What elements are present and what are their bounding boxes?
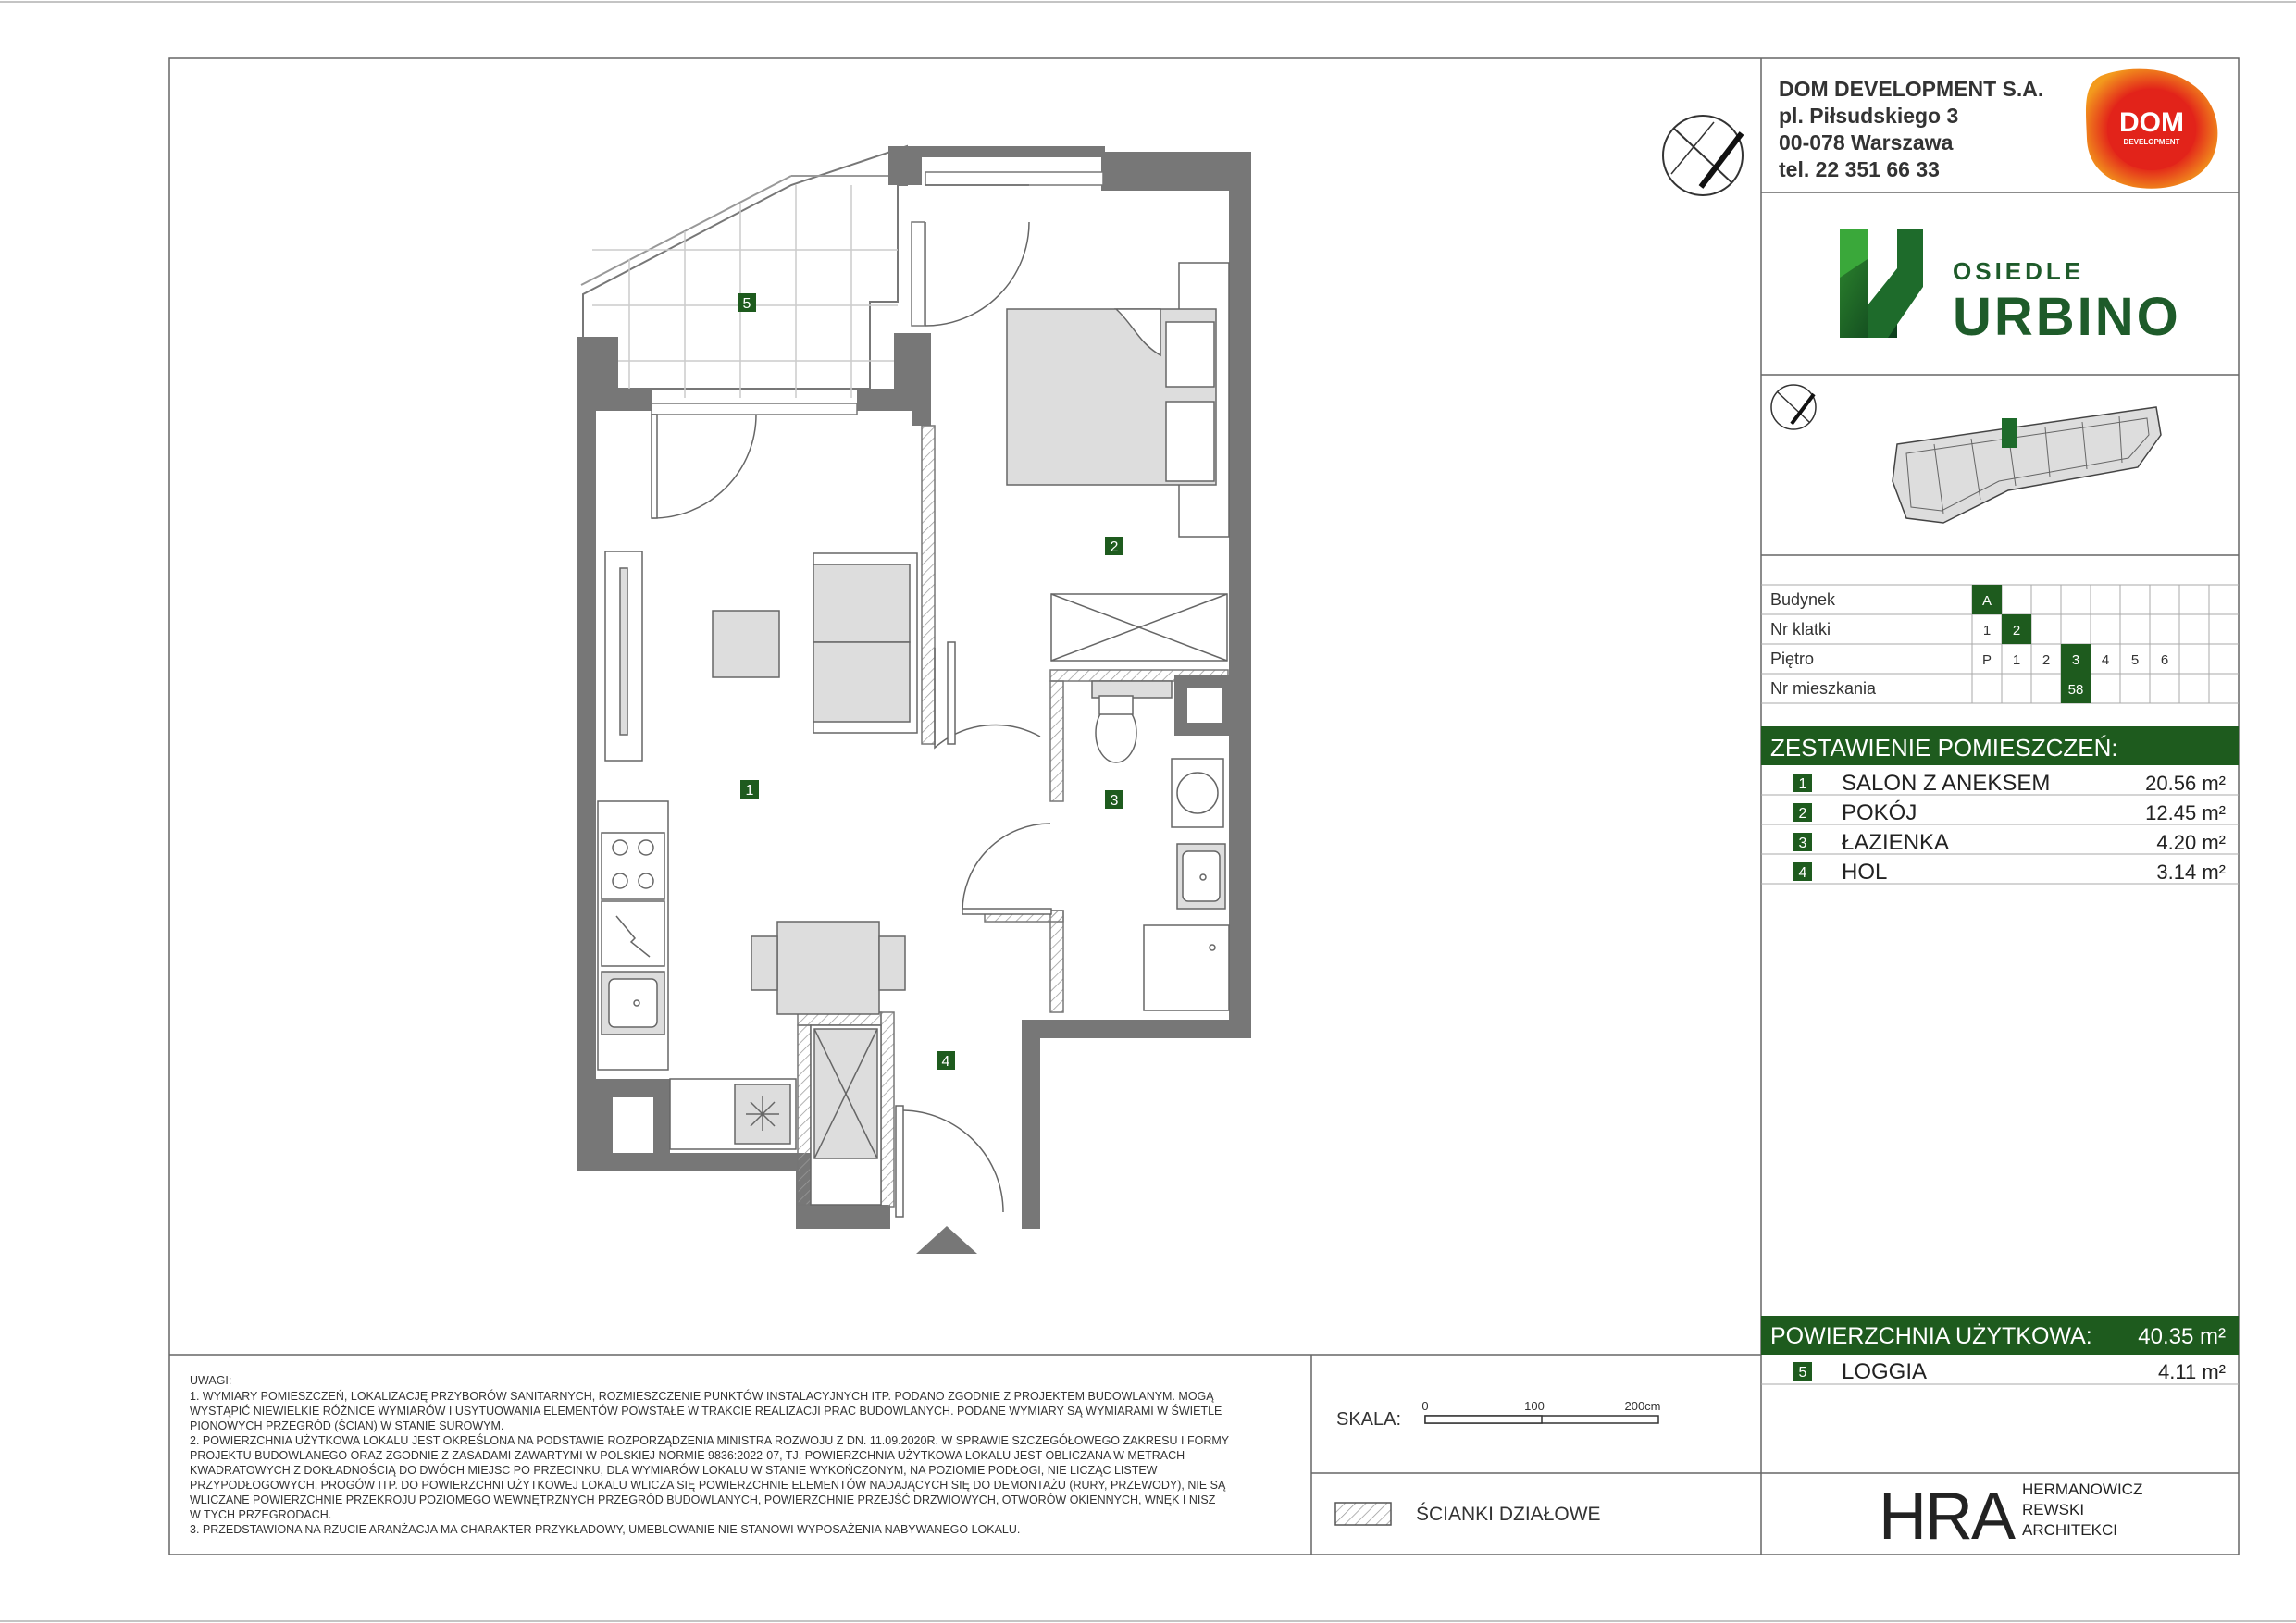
svg-text:ŚCIANKI DZIAŁOWE: ŚCIANKI DZIAŁOWE [1416,1504,1601,1525]
north-compass-icon [1663,116,1743,195]
rooms-list [1761,771,2239,885]
living-room-furniture [605,551,917,761]
room-row [1793,860,2226,885]
svg-text:100: 100 [1524,1399,1545,1413]
wardrobe [811,1025,881,1205]
svg-text:3. PRZEDSTAWIONA NA RZUCIE A: 3. PRZEDSTAWIONA NA RZUCIE ARANŻACJA MA CHARAKTER PRZYKŁADOWY, UMEBLOWANIE NIE STANOWI WYPOSAŻENIA NABYWANEGO LOKALU. [190,1523,1021,1536]
urbino-logo [1840,229,2181,347]
svg-text:PROJEKTU BUDOWLANEGO ORAZ ZGOD: PROJEKTU BUDOWLANEGO ORAZ ZGODNIE Z ZASADAMI ZAWARTYMI W POLSKIEJ NORMIE 9836:2022-07, TJ. POWIERZCHNIA UŻYTKOWA LOKALU JEST OBLICZANA W METRACH [190,1449,1185,1462]
svg-text:2: 2 [1798,806,1807,822]
svg-text:PIONOWYCH PRZEGRÓD (ŚCIAN) W S: PIONOWYCH PRZEGRÓD (ŚCIAN) W STANIE SUROWYM. [190,1419,504,1432]
cooktop-icon [613,840,627,855]
floor-value: 5 [2130,652,2140,668]
scale-bar [1336,1399,1661,1430]
site-plan-unit-highlight [2002,418,2017,448]
svg-text:POKÓJ: POKÓJ [1842,800,1917,825]
svg-text:20.56 m²: 20.56 m² [2145,772,2226,795]
company-phone: tel. 22 351 66 33 [1779,157,1940,181]
company-name: DOM DEVELOPMENT S.A. [1779,77,2044,101]
floor-value: 2 [2042,652,2051,668]
loggia [581,146,907,398]
svg-text:WYSTĄPIĆ NIEWIELKIE RÓŻNICE WY: WYSTĄPIĆ NIEWIELKIE RÓŻNICE WYMIARÓW I USYTUOWANIA ELEMENTÓW POWSTAŁE W TRAKCIE REALIZACJI PRAC BUDOWLANYCH. PODANE WYMIARY SĄ WYMIARAMI W ŚWIETLE [190,1405,1222,1418]
floor-value: 6 [2160,652,2169,668]
stair-value: 2 [2012,623,2021,638]
bed [1007,263,1229,661]
svg-text:4: 4 [941,1054,950,1070]
room-row [1793,830,2226,855]
svg-text:HOL: HOL [1842,860,1888,885]
entrance-arrow-icon [916,1226,977,1254]
svg-text:PRZYPODŁOGOWYCH, PROGÓW ITP. D: PRZYPODŁOGOWYCH, PROGÓW ITP. DO POWIERZCHNI UŻYTKOWEJ LOKALU WLICZA SIĘ POWIERZCHNIE ELEMENTÓW NADAJĄCYCH SIĘ DO DEMONTAŻU (RURY, PRZEWODY), NIE SĄ [190,1479,1226,1492]
svg-text:DOM: DOM [2119,107,2184,138]
svg-text:3.14 m²: 3.14 m² [2156,861,2226,884]
washing-machine-icon [1177,773,1218,813]
mini-compass-icon [1771,385,1816,429]
total-label: POWIERZCHNIA UŻYTKOWA: [1770,1323,2092,1349]
room-row [1793,800,2226,825]
urbino-line1: OSIEDLE [1953,257,2085,285]
svg-text:KWADRATOWYCH Z DOKŁADNOŚCIĄ DO: KWADRATOWYCH Z DOKŁADNOŚCIĄ DO DWÓCH MIEJSC PO PRZECINKU, DLA WYMIARÓW LOKALU W STANIE WYKOŃCZONYM, NA POZIOMIE PODŁOGI, NIE LICZĄC LISTEW [190,1464,1158,1477]
svg-text:WLICZANE POWIERZCHNIE PRZEKROJ: WLICZANE POWIERZCHNIE PRZEKROJU POZIOMEGO WEWNĘTRZNYCH PRZEGRÓD BUDOWLANYCH, POWIERZCHNIE PRZEJŚĆ DRZWIOWYCH, OTWORÓW OKIENNYCH, WNĘK I NISZ [190,1493,1216,1506]
floor-value: 1 [2012,652,2021,668]
svg-text:200cm: 200cm [1624,1399,1661,1413]
dining-table [751,922,905,1014]
svg-text:0: 0 [1421,1399,1429,1413]
svg-text:1: 1 [745,783,754,799]
stair-label: Nr klatki [1770,620,1831,638]
stair-value: 1 [1982,623,1992,638]
svg-text:1: 1 [1798,776,1807,792]
hra-logo [1879,1480,2142,1554]
svg-text:W TYCH PRZEGRODACH.: W TYCH PRZEGRODACH. [190,1508,332,1521]
svg-text:3: 3 [1798,836,1807,851]
svg-text:4.20 m²: 4.20 m² [2156,831,2226,854]
svg-text:DEVELOPMENT: DEVELOPMENT [2123,138,2180,146]
svg-text:2: 2 [1110,539,1119,555]
svg-text:SALON Z ANEKSEM: SALON Z ANEKSEM [1842,771,2051,796]
legend-partition-walls [1335,1503,1601,1525]
svg-text:REWSKI: REWSKI [2022,1501,2085,1518]
location-table [1761,585,2239,703]
building-label: Budynek [1770,590,1836,609]
floor-value: 3 [2071,652,2080,668]
svg-text:2. POWIERZCHNIA UŻYTKOWA LOK: 2. POWIERZCHNIA UŻYTKOWA LOKALU JEST OKREŚLONA NA PODSTAWIE ROZPORZĄDZENIA MINISTRA ROZWOJU Z DN. 11.09.2020R. W SPRAWIE SZCZEGÓŁOWEGO ZAKRESU I FORMY [190,1434,1230,1447]
svg-text:HERMANOWICZ: HERMANOWICZ [2022,1481,2143,1498]
site-plan-thumbnail [1893,407,2161,523]
urbino-line2: URBINO [1953,287,2181,347]
unit-label: Nr mieszkania [1770,679,1877,698]
floor-plan [577,146,1251,1254]
svg-text:1. WYMIARY POMIESZCZEŃ, LOKA: 1. WYMIARY POMIESZCZEŃ, LOKALIZACJĘ PRZYBORÓW SANITARNYCH, ROZMIESZCZENIE PUNKTÓW INSTALACYJNYCH ITP. PODANO ZGODNIE Z PROJEKTEM BUDOWLANYM. MOGĄ [190,1390,1214,1403]
floor-value: P [1981,652,1992,668]
dom-development-logo [2086,69,2217,189]
company-city: 00-078 Warszawa [1779,130,1954,155]
shower-tray [1144,925,1229,1010]
total-value: 40.35 m² [2138,1324,2226,1349]
svg-text:5: 5 [1798,1365,1807,1381]
svg-text:SKALA:: SKALA: [1336,1409,1402,1430]
svg-text:ARCHITEKCI: ARCHITEKCI [2022,1521,2117,1539]
floor-label: Piętro [1770,650,1815,668]
loggia-row [1761,1359,2239,1384]
notes-title: UWAGI: [190,1374,232,1387]
svg-text:LOGGIA: LOGGIA [1842,1359,1928,1384]
svg-text:5: 5 [742,296,751,312]
rooms-header: ZESTAWIENIE POMIESZCZEŃ: [1770,734,2118,762]
storage-niche [613,1097,653,1153]
floor-value: 4 [2101,652,2110,668]
shaft [1181,681,1229,729]
svg-text:4.11 m²: 4.11 m² [2158,1360,2226,1383]
svg-text:HRA: HRA [1879,1480,2015,1554]
svg-text:4: 4 [1798,865,1807,881]
company-street: pl. Piłsudskiego 3 [1779,104,1959,128]
svg-text:ŁAZIENKA: ŁAZIENKA [1842,830,1950,855]
svg-text:12.45 m²: 12.45 m² [2145,801,2226,824]
room-row [1793,771,2226,796]
notes-block [190,1374,1230,1536]
unit-value: 58 [2067,682,2084,698]
building-value: A [1981,593,1992,609]
svg-text:3: 3 [1110,793,1119,809]
